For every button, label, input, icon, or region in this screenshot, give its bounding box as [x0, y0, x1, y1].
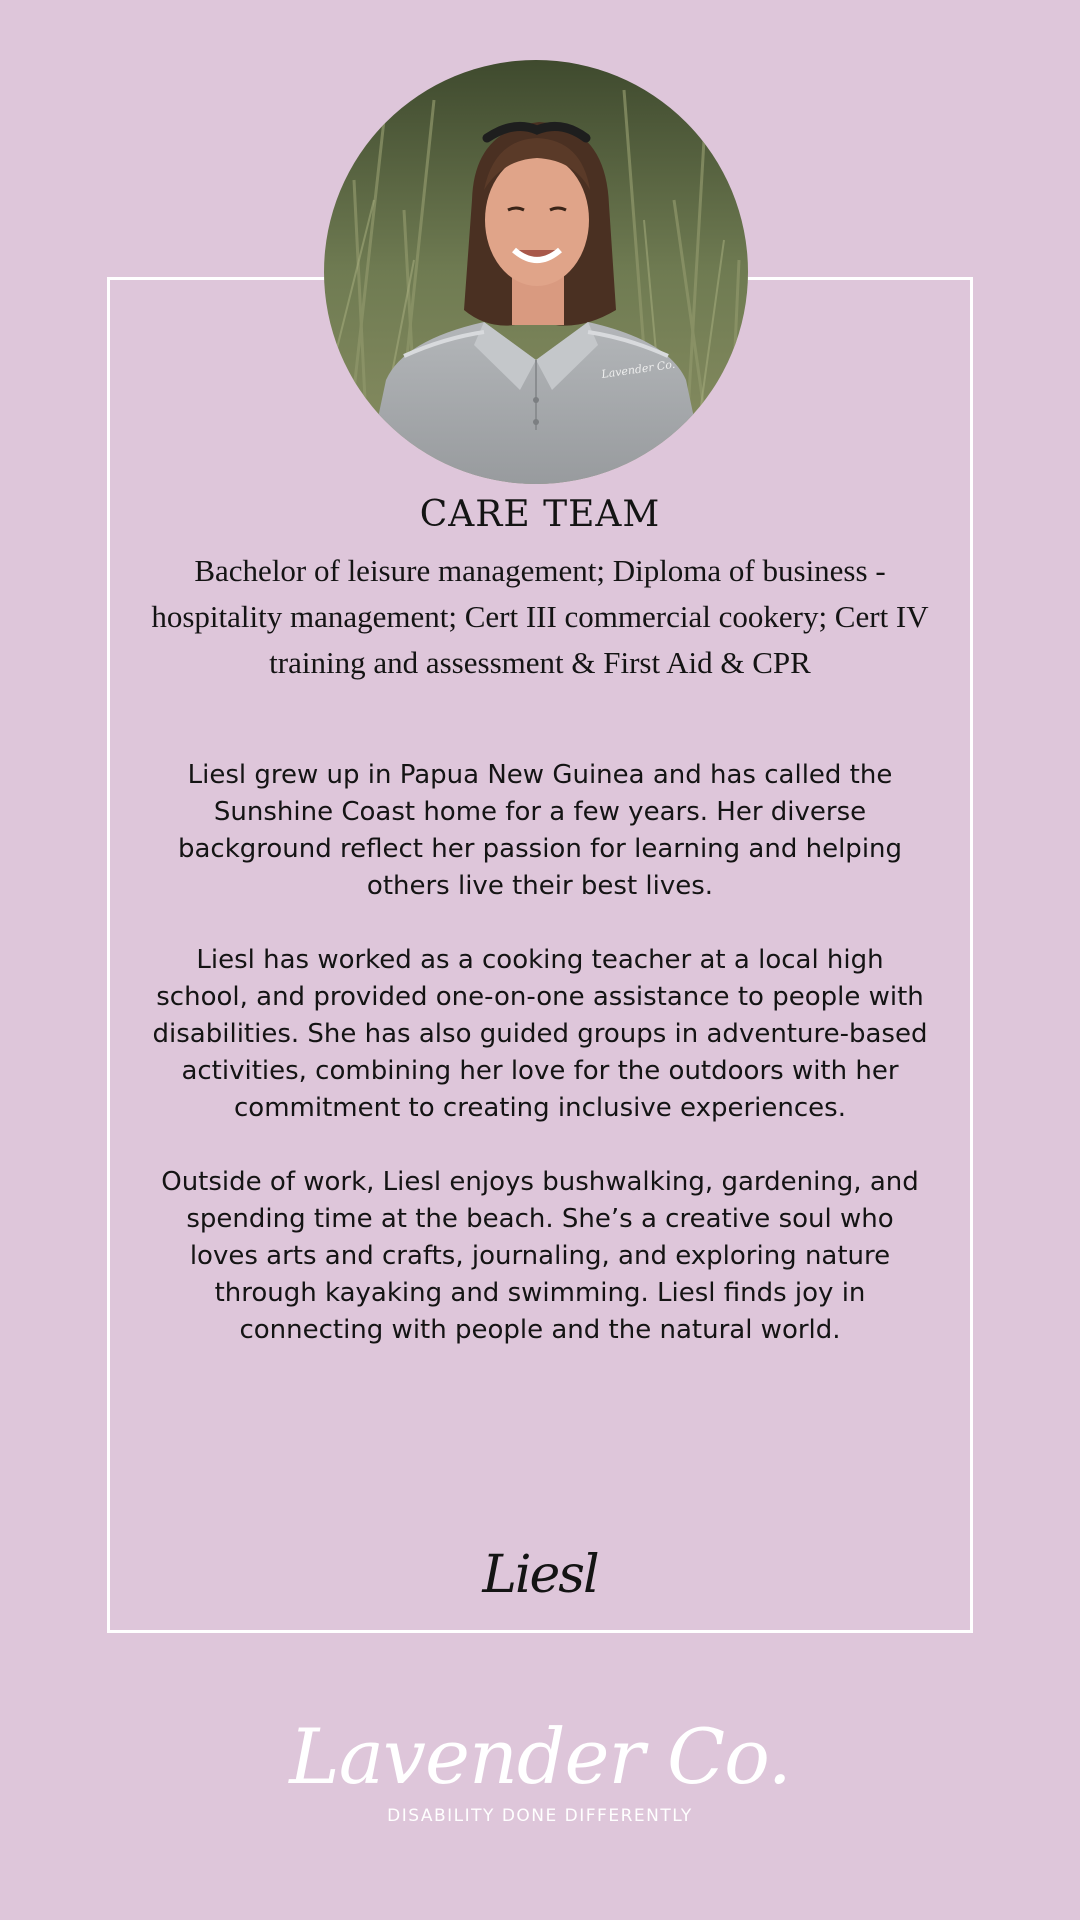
bio-section [150, 757, 930, 1386]
shirt-logo: Lavender Co. [600, 357, 677, 381]
signature: Liesl [482, 1545, 598, 1605]
bio-paragraph: Liesl grew up in Papua New Guinea and has called the Sunshine Coast home for a few years. Her diverse background reflect her passion for learning and helping others live their best lives. [177, 760, 903, 901]
bio-paragraph: Liesl has worked as a cooking teacher at a local high school, and provided one-on-one assistance to people with disabilities. She has also guided groups in adventure-based activities, combining her love for the outdoors with her commitment to creating inclusive experiences. [152, 945, 928, 1123]
brand-logo: Lavender Co. [289, 1712, 791, 1801]
brand-tagline: DISABILITY DONE DIFFERENTLY [387, 1806, 693, 1826]
bio-paragraph: Outside of work, Liesl enjoys bushwalking, gardening, and spending time at the beach. She’s a creative soul who loves arts and crafts, journaling, and exploring nature through kayaking and swimming. Liesl finds joy in connecting with people and the natural world. [161, 1167, 919, 1345]
profile-photo [324, 60, 748, 484]
role-title: CARE TEAM [419, 494, 661, 535]
qualifications-text: Bachelor of leisure management; Diploma of business - hospitality management; Cert III commercial cookery; Cert IV training and assessment & First Aid & CPR [151, 553, 929, 680]
